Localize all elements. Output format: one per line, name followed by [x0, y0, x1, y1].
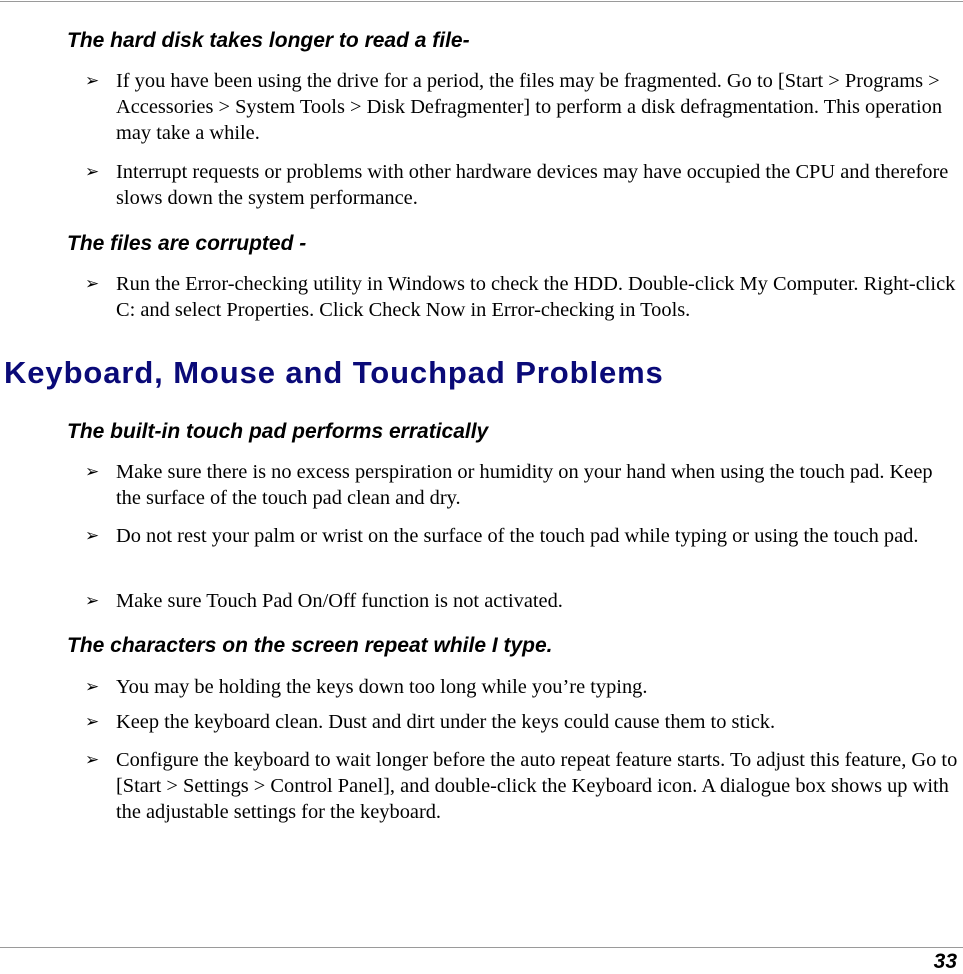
section-title: Keyboard, Mouse and Touchpad Problems [4, 355, 664, 390]
footer-rule [0, 947, 963, 948]
arrow-bullet-icon: ➢ [85, 677, 100, 697]
list-item [85, 709, 960, 735]
list-item-text: Run the Error-checking utility in Windows to check the HDD. Double-click My Computer. Right-click C: and select Properties. Click Check Now in Error-checking in Tools. [116, 273, 956, 321]
arrow-bullet-icon: ➢ [85, 274, 100, 294]
heading-hdd-slow-read: The hard disk takes longer to read a file- [67, 29, 470, 52]
list-item [85, 588, 960, 614]
heading-characters-repeat: The characters on the screen repeat while I type. [67, 634, 553, 657]
arrow-bullet-icon: ➢ [85, 162, 100, 182]
list-item [85, 271, 960, 323]
list-item [85, 68, 960, 146]
arrow-bullet-icon: ➢ [85, 462, 100, 482]
list-item [85, 459, 960, 511]
arrow-bullet-icon: ➢ [85, 71, 100, 91]
list-item-text: If you have been using the drive for a period, the files may be fragmented. Go to [Start > Programs > Accessories > System Tools > Disk Defragmenter] to perform a disk defragmentation. This operation may take a while. [116, 70, 943, 144]
list-item [85, 159, 960, 211]
list-item-text: Interrupt requests or problems with other hardware devices may have occupied the CPU and therefore slows down the system performance. [116, 161, 949, 209]
list-item-text: Do not rest your palm or wrist on the surface of the touch pad while typing or using the touch pad. [116, 525, 919, 547]
list-item-text: Keep the keyboard clean. Dust and dirt under the keys could cause them to stick. [116, 711, 776, 733]
list-item-text: Make sure there is no excess perspiration or humidity on your hand when using the touch pad. Keep the surface of the touch pad clean and dry. [116, 461, 933, 509]
arrow-bullet-icon: ➢ [85, 712, 100, 732]
list-item [85, 747, 960, 825]
list-item-text: You may be holding the keys down too long while you’re typing. [116, 676, 648, 698]
arrow-bullet-icon: ➢ [85, 750, 100, 770]
arrow-bullet-icon: ➢ [85, 591, 100, 611]
list-item [85, 523, 960, 549]
page-number: 33 [933, 950, 957, 973]
top-rule [0, 1, 963, 2]
list-item [85, 674, 960, 700]
list-item-text: Make sure Touch Pad On/Off function is not activated. [116, 590, 563, 612]
list-item-text: Configure the keyboard to wait longer before the auto repeat feature starts. To adjust this feature, Go to [Start > Settings > Control Panel], and double-click the Keyboard icon. A dialogue box shows up with the adjustable settings for the keyboard. [116, 749, 958, 823]
arrow-bullet-icon: ➢ [85, 526, 100, 546]
heading-touchpad-erratic: The built-in touch pad performs erratically [67, 420, 489, 443]
heading-hdd-corrupted: The files are corrupted - [67, 232, 307, 255]
